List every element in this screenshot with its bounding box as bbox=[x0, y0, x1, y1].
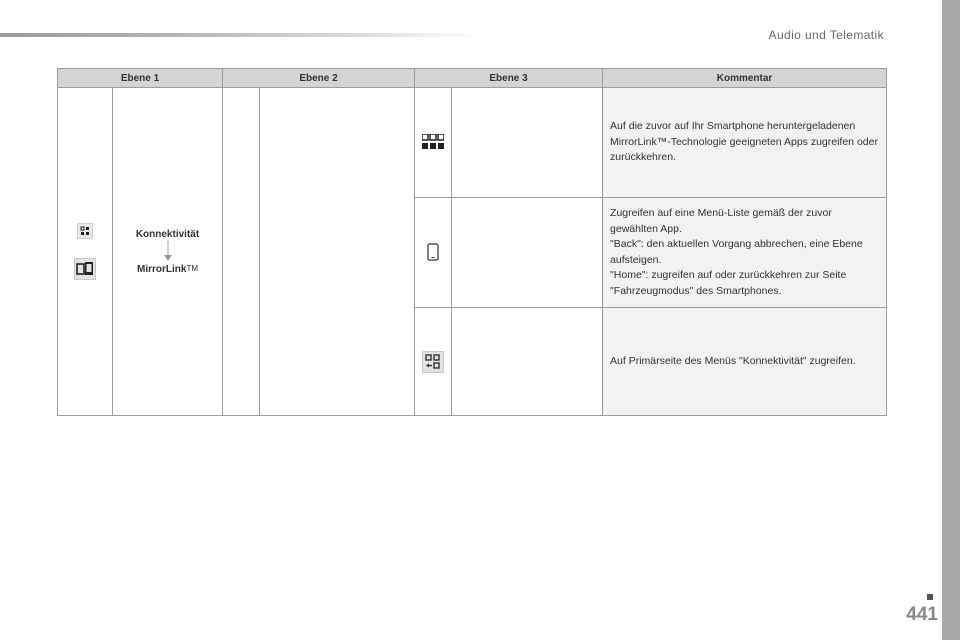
table-header-row bbox=[58, 69, 887, 88]
comment-line: "Back": den aktuellen Vorgang abbrechen, eine Ebene aufsteigen. bbox=[610, 238, 863, 266]
level3-icon-cell bbox=[415, 88, 452, 198]
comment-line: "Home": zugreifen auf oder zurückkehren zur Seite "Fahrzeugmodus" des Smartphones. bbox=[610, 269, 847, 297]
level1-sublabel-wrap bbox=[137, 264, 198, 275]
level2-label-cell bbox=[260, 88, 415, 416]
level3-label-cell bbox=[452, 88, 603, 198]
column-header-level1: Ebene 1 bbox=[58, 69, 223, 88]
level1-label: Konnektivität bbox=[135, 228, 200, 240]
trademark-mark: TM bbox=[186, 263, 199, 273]
column-header-level3: Ebene 3 bbox=[415, 69, 603, 88]
header-gradient-bar bbox=[0, 33, 480, 37]
back-to-menu-icon bbox=[422, 351, 444, 373]
menu-level-table bbox=[57, 68, 887, 416]
level1-sublabel: MirrorLink bbox=[137, 263, 187, 275]
level3-label-cell bbox=[452, 198, 603, 308]
table-row bbox=[58, 88, 887, 198]
level3-icon-cell bbox=[415, 308, 452, 416]
comment-line: Zugreifen auf eine Menü-Liste gemäß der zuvor gewählten App. bbox=[610, 207, 832, 235]
phone-link-icon bbox=[74, 258, 96, 280]
column-header-comment: Kommentar bbox=[603, 69, 887, 88]
smartphone-icon bbox=[427, 243, 439, 261]
level3-label-cell bbox=[452, 308, 603, 416]
level3-icon-cell bbox=[415, 198, 452, 308]
level2-icon-cell bbox=[223, 88, 260, 416]
level1-icon-cell bbox=[58, 88, 113, 416]
page-edge-band bbox=[942, 0, 960, 640]
comment-cell: Auf Primärseite des Menüs "Konnektivität" zugreifen. bbox=[603, 308, 887, 416]
page-marker bbox=[927, 594, 933, 600]
arrow-down-icon bbox=[163, 241, 173, 262]
page-number: 441 bbox=[906, 604, 938, 625]
comment-cell: Auf die zuvor auf Ihr Smartphone heruntergeladenen MirrorLink™-Technologie geeigneten Apps zugreifen oder zurückkehren. bbox=[603, 88, 887, 198]
section-title: Audio und Telematik bbox=[768, 28, 884, 42]
comment-cell bbox=[603, 198, 887, 308]
column-header-level2: Ebene 2 bbox=[223, 69, 415, 88]
apps-grid-icon bbox=[422, 134, 444, 150]
level1-label-cell bbox=[113, 88, 223, 416]
grid-icon bbox=[77, 223, 93, 239]
